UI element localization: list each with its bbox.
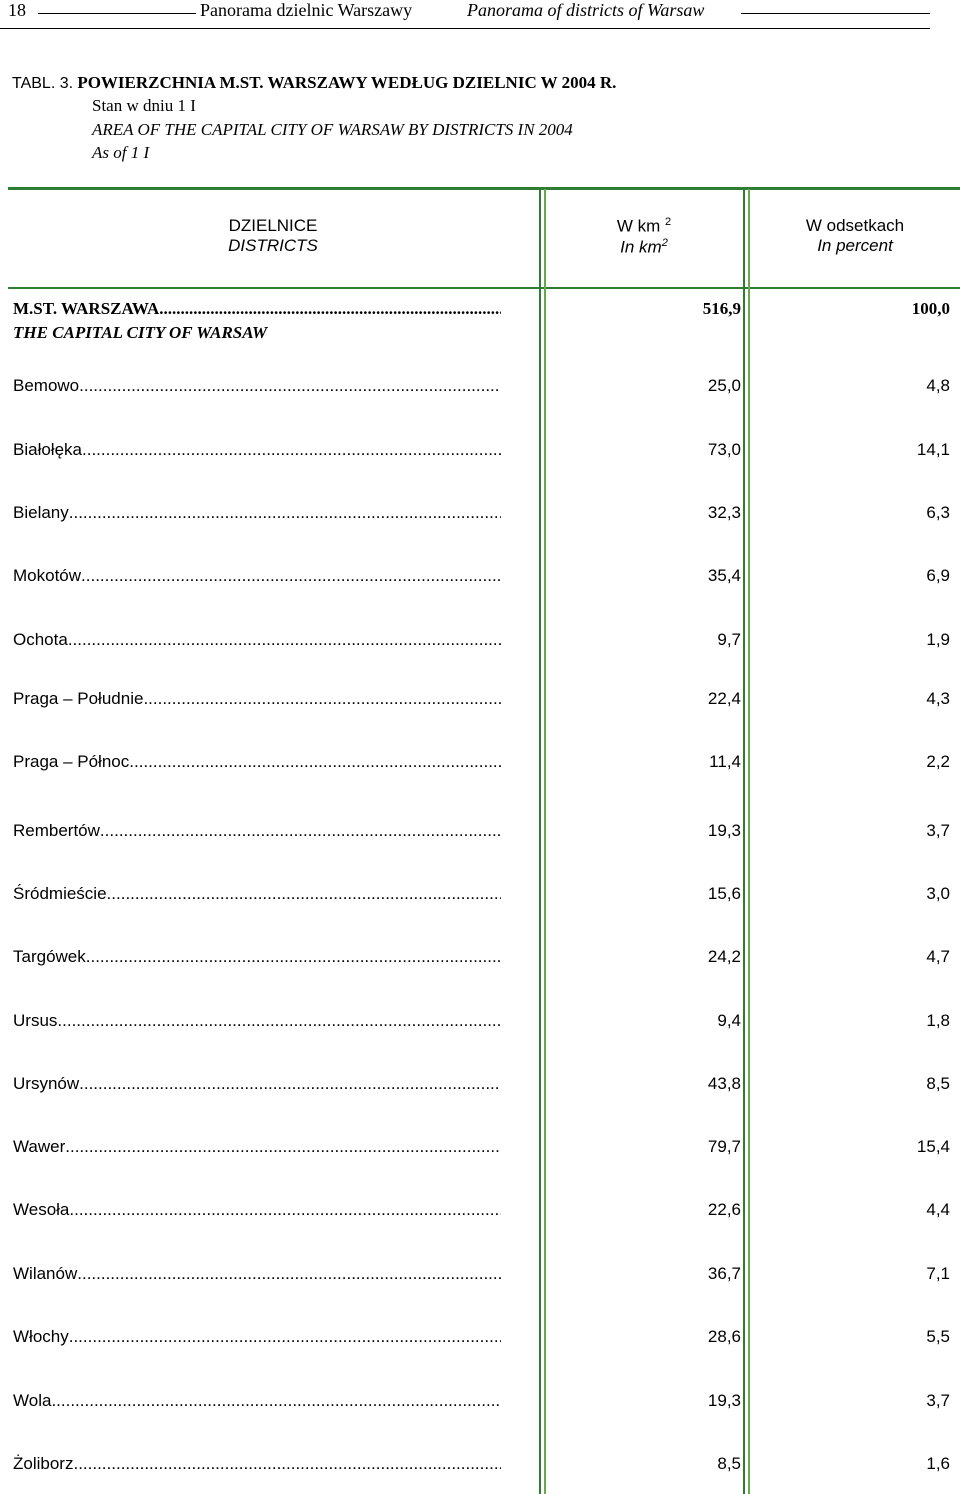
- area-km2: 22,6: [707, 1200, 741, 1219]
- table-row: [0, 1074, 960, 1114]
- area-percent: 4,7: [926, 947, 950, 966]
- district-name: Praga – Północ .....: [13, 752, 501, 772]
- district-name: Ursynów .....: [13, 1074, 501, 1094]
- district-name: Białołęka .....: [13, 440, 501, 460]
- header-title-pl: Panorama dzielnic Warszawy: [200, 0, 413, 20]
- area-percent: 3,7: [926, 821, 950, 840]
- area-percent: 5,5: [926, 1327, 950, 1346]
- table-row: [0, 1391, 960, 1431]
- district-name: Rembertów .....: [13, 821, 501, 841]
- table-row: [0, 1264, 960, 1304]
- area-percent: 2,2: [926, 752, 950, 771]
- table-title-pl: POWIERZCHNIA M.ST. WARSZAWY WEDŁUG DZIELNIC W 2004 R.: [77, 73, 617, 92]
- column-header-en: DISTRICTS: [228, 236, 318, 255]
- district-name: Bielany .....: [13, 503, 501, 523]
- area-km2: 73,0: [707, 440, 741, 459]
- area-percent: 1,9: [926, 630, 950, 649]
- area-km2: 79,7: [707, 1137, 741, 1156]
- district-name: Targówek .....: [13, 947, 501, 967]
- area-percent: 6,9: [926, 566, 950, 585]
- table-state-pl: Stan w dniu 1 I: [92, 96, 196, 115]
- area-km2: 43,8: [707, 1074, 741, 1093]
- table-title: [12, 73, 616, 93]
- area-percent: 15,4: [916, 1137, 950, 1156]
- table-label: TABL. 3.: [12, 75, 74, 92]
- district-name: M.ST. WARSZAWA .....: [13, 299, 501, 319]
- running-header: [0, 0, 960, 22]
- district-name: Wesoła .....: [13, 1200, 501, 1220]
- table-title-en: AREA OF THE CAPITAL CITY OF WARSAW BY DISTRICTS IN 2004: [92, 120, 573, 139]
- table-row: [0, 440, 960, 480]
- column-header-percent: [750, 216, 960, 256]
- area-percent: 4,3: [926, 689, 950, 708]
- area-km2: 9,4: [717, 1011, 741, 1030]
- area-km2: 8,5: [717, 1454, 741, 1473]
- table-row: [0, 630, 960, 670]
- table-row: [0, 947, 960, 987]
- table-state-en: As of 1 I: [92, 143, 150, 162]
- table-row: [0, 1327, 960, 1367]
- column-header-km2: [546, 216, 742, 257]
- area-km2: 25,0: [707, 376, 741, 395]
- table-row: [0, 884, 960, 924]
- area-percent: 4,8: [926, 376, 950, 395]
- area-percent: 14,1: [916, 440, 950, 459]
- table-row: [0, 821, 960, 861]
- district-name-en: THE CAPITAL CITY OF WARSAW: [13, 323, 268, 342]
- area-km2: 9,7: [717, 630, 741, 649]
- header-rule: [38, 13, 196, 14]
- table-top-rule: [8, 187, 960, 190]
- area-km2: 19,3: [707, 821, 741, 840]
- area-km2: 28,6: [707, 1327, 741, 1346]
- table-row: [0, 1454, 960, 1494]
- area-km2: 15,6: [707, 884, 741, 903]
- area-km2: 24,2: [707, 947, 741, 966]
- area-percent: 1,6: [926, 1454, 950, 1473]
- area-percent: 100,0: [911, 299, 950, 318]
- area-percent: 1,8: [926, 1011, 950, 1030]
- table-row: [0, 1011, 960, 1051]
- table-row: [0, 376, 960, 416]
- district-name: Praga – Południe .....: [13, 689, 501, 709]
- column-header-en: In $km^2$: [620, 236, 668, 257]
- area-km2: 32,3: [707, 503, 741, 522]
- column-header-en: In percent: [817, 236, 893, 255]
- area-km2: 35,4: [707, 566, 741, 585]
- column-header-pl: W km $^2$: [616, 216, 672, 236]
- district-name: Śródmieście .....: [13, 884, 501, 904]
- table-row: [0, 689, 960, 729]
- table-row: [0, 752, 960, 792]
- area-km2: 36,7: [707, 1264, 741, 1283]
- area-percent: 3,0: [926, 884, 950, 903]
- area-km2: 22,4: [707, 689, 741, 708]
- table-row-total: [0, 299, 960, 342]
- table-row: [0, 566, 960, 606]
- area-km2: 19,3: [707, 1391, 741, 1410]
- district-name: Wola .....: [13, 1391, 501, 1411]
- district-name: Wawer .....: [13, 1137, 501, 1157]
- table-row: [0, 1200, 960, 1240]
- district-name: Mokotów .....: [13, 566, 501, 586]
- area-percent: 8,5: [926, 1074, 950, 1093]
- area-percent: 3,7: [926, 1391, 950, 1410]
- area-percent: 6,3: [926, 503, 950, 522]
- area-percent: 7,1: [926, 1264, 950, 1283]
- district-name: Włochy .....: [13, 1327, 501, 1347]
- header-underline: [0, 28, 930, 29]
- table-header-rule: [8, 287, 960, 289]
- table-row: [0, 1137, 960, 1177]
- column-header-pl: DZIELNICE: [228, 216, 318, 235]
- column-header-districts: [80, 216, 466, 256]
- area-percent: 4,4: [926, 1200, 950, 1219]
- column-header-pl: W odsetkach: [805, 216, 905, 235]
- district-name: Ochota .....: [13, 630, 501, 650]
- area-km2: 11,4: [709, 752, 741, 771]
- district-name: Bemowo .....: [13, 376, 501, 396]
- area-km2: 516,9: [702, 299, 741, 318]
- header-rule: [741, 13, 930, 14]
- table-row: [0, 503, 960, 543]
- district-name: Żoliborz .....: [13, 1454, 501, 1474]
- header-title-en: Panorama of districts of Warsaw: [467, 0, 705, 20]
- page-number: 18: [8, 0, 26, 20]
- district-name: Wilanów .....: [13, 1264, 501, 1284]
- district-name: Ursus .....: [13, 1011, 501, 1031]
